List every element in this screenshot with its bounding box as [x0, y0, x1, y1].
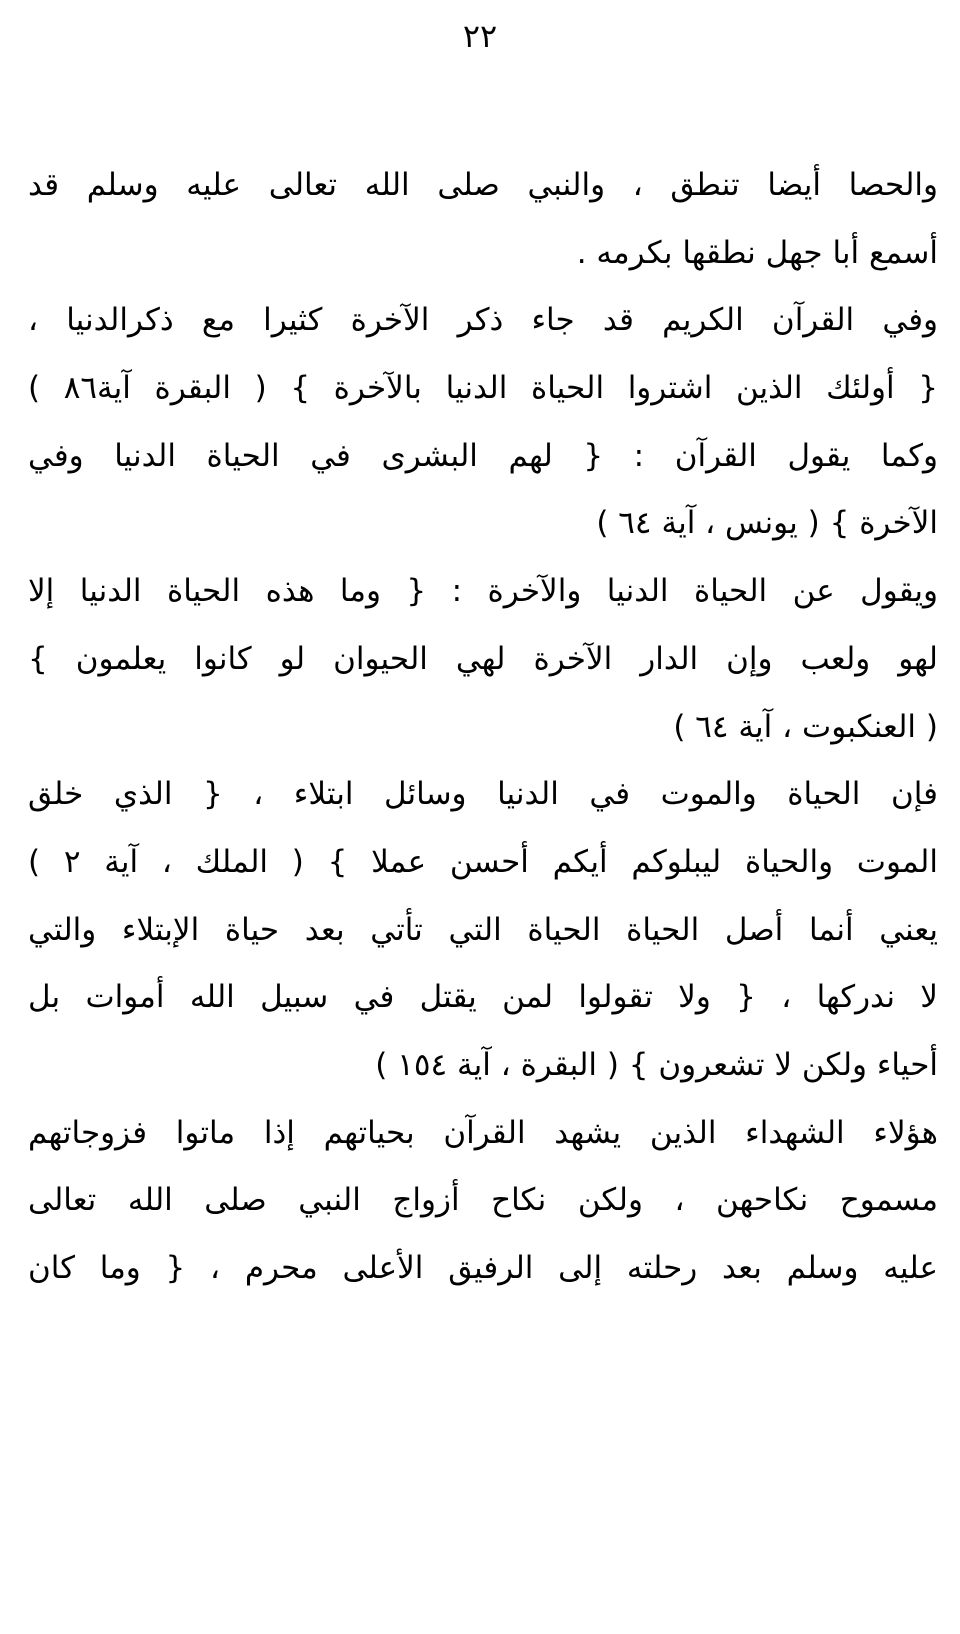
- text-line: { أولئك الذين اشتروا الحياة الدنيا بالآخرة } ( البقرة آية٨٦ ): [28, 370, 938, 407]
- text-line: الآخرة } ( يونس ، آية ٦٤ ): [596, 505, 938, 542]
- text-line: مسموح نكاحهن ، ولكن نكاح أزواج النبي صلى الله تعالى: [28, 1182, 938, 1219]
- text-line: ويقول عن الحياة الدنيا والآخرة : { وما هذه الحياة الدنيا إلا: [28, 573, 938, 610]
- text-line: فإن الحياة والموت في الدنيا وسائل ابتلاء ، { الذي خلق: [28, 776, 938, 813]
- text-line: لا ندركها ، { ولا تقولوا لمن يقتل في سبيل الله أموات بل: [28, 979, 938, 1016]
- text-line: لهو ولعب وإن الدار الآخرة لهي الحيوان لو كانوا يعلمون }: [28, 640, 938, 677]
- text-line: يعني أنما أصل الحياة الحياة التي تأتي بعد حياة الإبتلاء والتي: [28, 911, 938, 948]
- text-line: والحصا أيضا تنطق ، والنبي صلى الله تعالى عليه وسلم قد: [28, 167, 938, 203]
- text-line: عليه وسلم بعد رحلته إلى الرفيق الأعلى محرم ، { وما كان: [28, 1250, 938, 1286]
- text-line: وفي القرآن الكريم قد جاء ذكر الآخرة كثيرا مع ذكرالدنيا ،: [28, 302, 938, 339]
- text-line: أسمع أبا جهل نطقها بكرمه .: [576, 234, 938, 271]
- text-line: وكما يقول القرآن : { لهم البشرى في الحياة الدنيا وفي: [28, 437, 938, 474]
- text-line: أحياء ولكن لا تشعرون } ( البقرة ، آية ١٥٤ ): [375, 1046, 938, 1083]
- body-text: [28, 152, 938, 1303]
- text-line: هؤلاء الشهداء الذين يشهد القرآن بحياتهم إذا ماتوا فزوجاتهم: [28, 1114, 938, 1151]
- text-line: الموت والحياة ليبلوكم أيكم أحسن عملا } ( الملك ، آية ٢ ): [28, 843, 938, 880]
- text-line: ( العنكبوت ، آية ٦٤ ): [673, 708, 938, 745]
- page-number: ٢٢: [462, 17, 498, 55]
